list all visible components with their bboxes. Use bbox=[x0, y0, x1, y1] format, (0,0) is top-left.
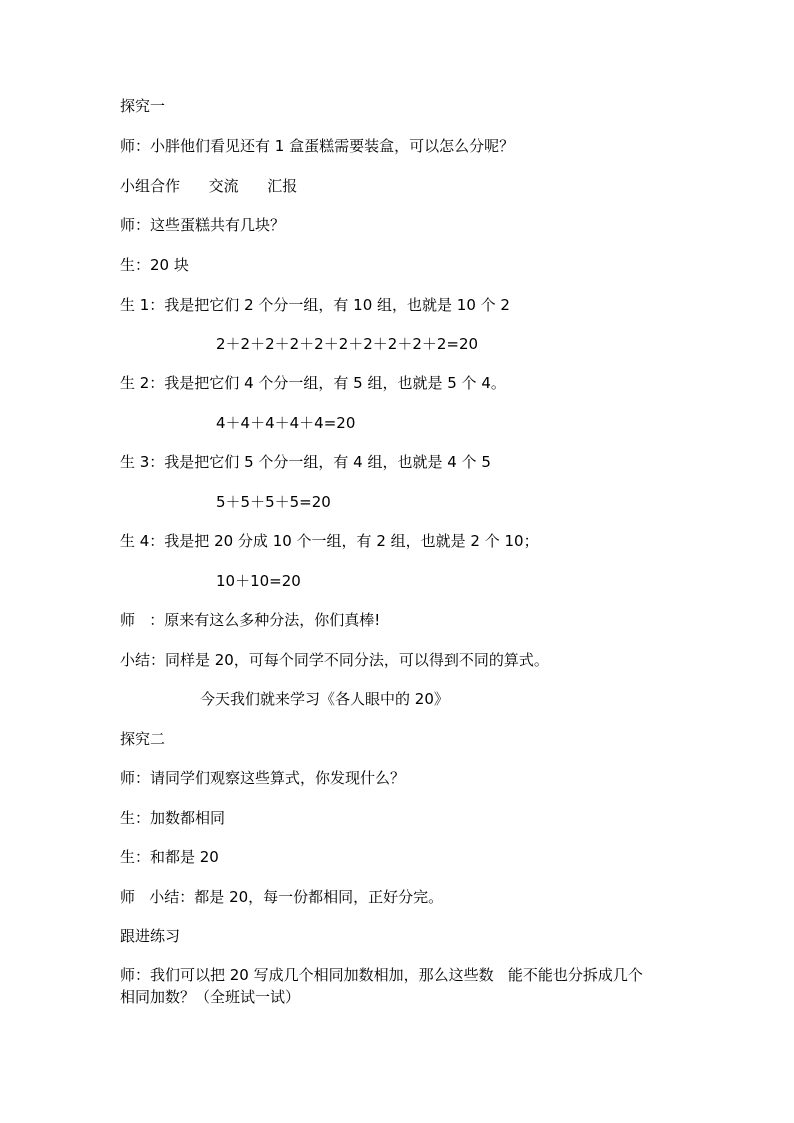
equation-2s: 2＋2＋2＋2＋2＋2＋2＋2＋2＋2=20 bbox=[216, 335, 479, 353]
teacher-summary: 师 小结：都是 20，每一份都相同，正好分完。 bbox=[120, 888, 444, 906]
heading-explore-one: 探究一 bbox=[120, 97, 166, 115]
student-addends-same: 生：加数都相同 bbox=[120, 809, 226, 827]
heading-explore-two: 探究二 bbox=[120, 730, 166, 748]
teacher-practice-prompt-cont: 相同加数？（全班试一试） bbox=[120, 988, 301, 1006]
student-4-answer: 生 4：我是把 20 分成 10 个一组，有 2 组，也就是 2 个 10； bbox=[120, 532, 539, 550]
teacher-observe: 师：请同学们观察这些算式，你发现什么？ bbox=[120, 769, 406, 787]
teacher-question-count: 师：这些蛋糕共有几块？ bbox=[120, 216, 286, 234]
heading-follow-up-practice: 跟进练习 bbox=[120, 927, 181, 945]
student-1-answer: 生 1：我是把它们 2 个分一组，有 10 组，也就是 10 个 2 bbox=[120, 296, 510, 314]
equation-10s: 10＋10=20 bbox=[216, 572, 301, 590]
teacher-praise: 师 ：原来有这么多种分法，你们真棒! bbox=[120, 611, 381, 629]
student-sum-20: 生：和都是 20 bbox=[120, 848, 219, 866]
student-answer-20: 生：20 块 bbox=[120, 256, 189, 274]
student-2-answer: 生 2：我是把它们 4 个分一组，有 5 组，也就是 5 个 4。 bbox=[120, 374, 506, 392]
lesson-title-line: 今天我们就来学习《各人眼中的 20》 bbox=[200, 690, 449, 708]
student-3-answer: 生 3：我是把它们 5 个分一组，有 4 组，也就是 4 个 5 bbox=[120, 453, 491, 471]
equation-5s: 5＋5＋5＋5=20 bbox=[216, 493, 331, 511]
equation-4s: 4＋4＋4＋4＋4=20 bbox=[216, 414, 356, 432]
teacher-question-cake: 师：小胖他们看见还有 1 盒蛋糕需要装盒，可以怎么分呢？ bbox=[120, 137, 515, 155]
teacher-practice-prompt: 师：我们可以把 20 写成几个相同加数相加，那么这些数 能不能也分拆成几个 bbox=[120, 966, 643, 984]
summary-line: 小结：同样是 20，可每个同学不同分法，可以得到不同的算式。 bbox=[120, 651, 549, 669]
group-activity: 小组合作 交流 汇报 bbox=[120, 177, 298, 195]
